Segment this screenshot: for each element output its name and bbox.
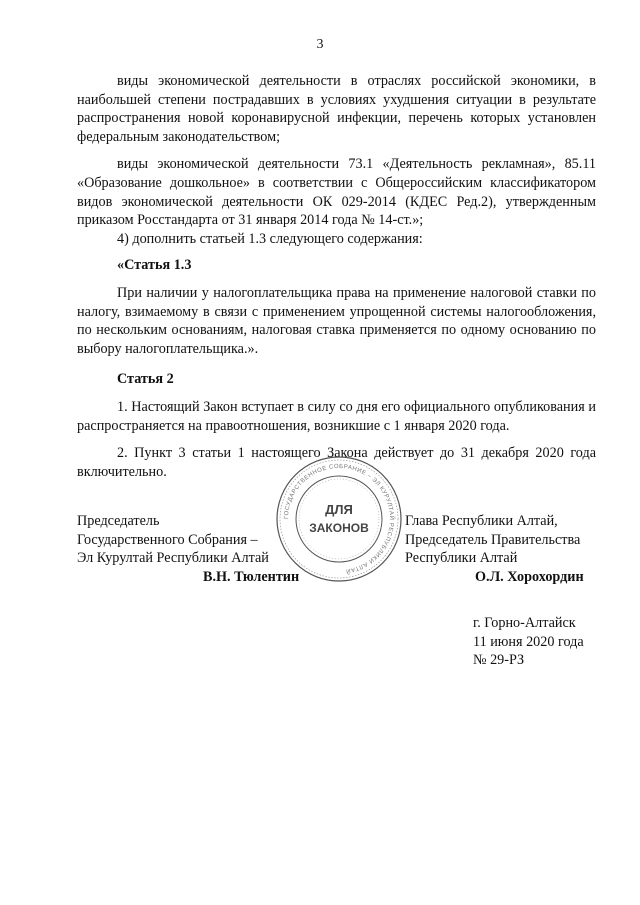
official-stamp-icon [274, 454, 404, 584]
article-1-3-heading: «Статья 1.3 [117, 257, 192, 274]
signature-right-name: О.Л. Хорохордин [475, 568, 584, 585]
signature-left-title-1: Председатель [77, 513, 160, 529]
document-body [77, 72, 596, 481]
signature-right-title-1: Глава Республики Алтай, [405, 513, 558, 529]
stamp-text-line-1: ДЛЯ [325, 502, 353, 517]
paragraph-item-4: 4) дополнить статьей 1.3 следующего содержания: [117, 230, 423, 247]
place-date-block [473, 614, 584, 670]
stamp-ring-text: ГОСУДАРСТВЕННОЕ СОБРАНИЕ – ЭЛ КУРУЛТАЙ РЕСПУБЛИКИ АЛТАЙ [283, 463, 395, 574]
signature-right-title-3: Республики Алтай [405, 550, 518, 567]
signature-left-name: В.Н. Тюлентин [203, 568, 300, 585]
signature-left-title-2: Государственного Собрания – [77, 531, 258, 548]
paragraph-activity-codes: виды экономической деятельности 73.1 «Деятельность рекламная», 85.11 «Образование дошкольное» в соответствии с Общероссийским классификатором видов экономической деятельности ОК 029-2014 (КДЕС Ред.2), утвержденным приказом Росстандарта от 31 января 2014 года № 14-ст.»; [77, 156, 596, 229]
signature-right-title-2: Председатель Правительства [405, 531, 581, 548]
law-date: 11 июня 2020 года [473, 633, 584, 650]
stamp-text-line-2: ЗАКОНОВ [309, 521, 369, 535]
signature-block-left [77, 512, 299, 586]
paragraph-article-1-3-text: При наличии у налогоплательщика права на применение налоговой ставки по налогу, взимаемому в связи с применением упрощенной системы налогообложения, по нескольким основаниям, налоговая ставка применяется по одному основанию по выбору налогоплательщика.». [77, 284, 596, 357]
law-number: № 29-РЗ [473, 652, 525, 669]
article-2-heading: Статья 2 [117, 371, 174, 388]
paragraph-article-2-item-2: 2. Пункт 3 статьи 1 настоящего Закона действует до 31 декабря 2020 года включительно. [77, 445, 596, 480]
paragraph-article-2-item-1: 1. Настоящий Закон вступает в силу со дня его официального опубликования и распространяется на правоотношения, возникшие с 1 января 2020 года. [77, 398, 596, 434]
city: г. Горно-Алтайск [473, 615, 576, 631]
page-number: 3 [316, 37, 324, 52]
signature-left-title-3: Эл Курултай Республики Алтай [77, 550, 269, 567]
paragraph-activities-list: виды экономической деятельности в отраслях российской экономики, в наибольшей степени пострадавших в условиях ухудшения ситуации в результате распространения новой коронавирусной инфекции, перечень которых установлен федеральным законодательством; [77, 73, 596, 145]
signature-block-right [405, 512, 584, 586]
